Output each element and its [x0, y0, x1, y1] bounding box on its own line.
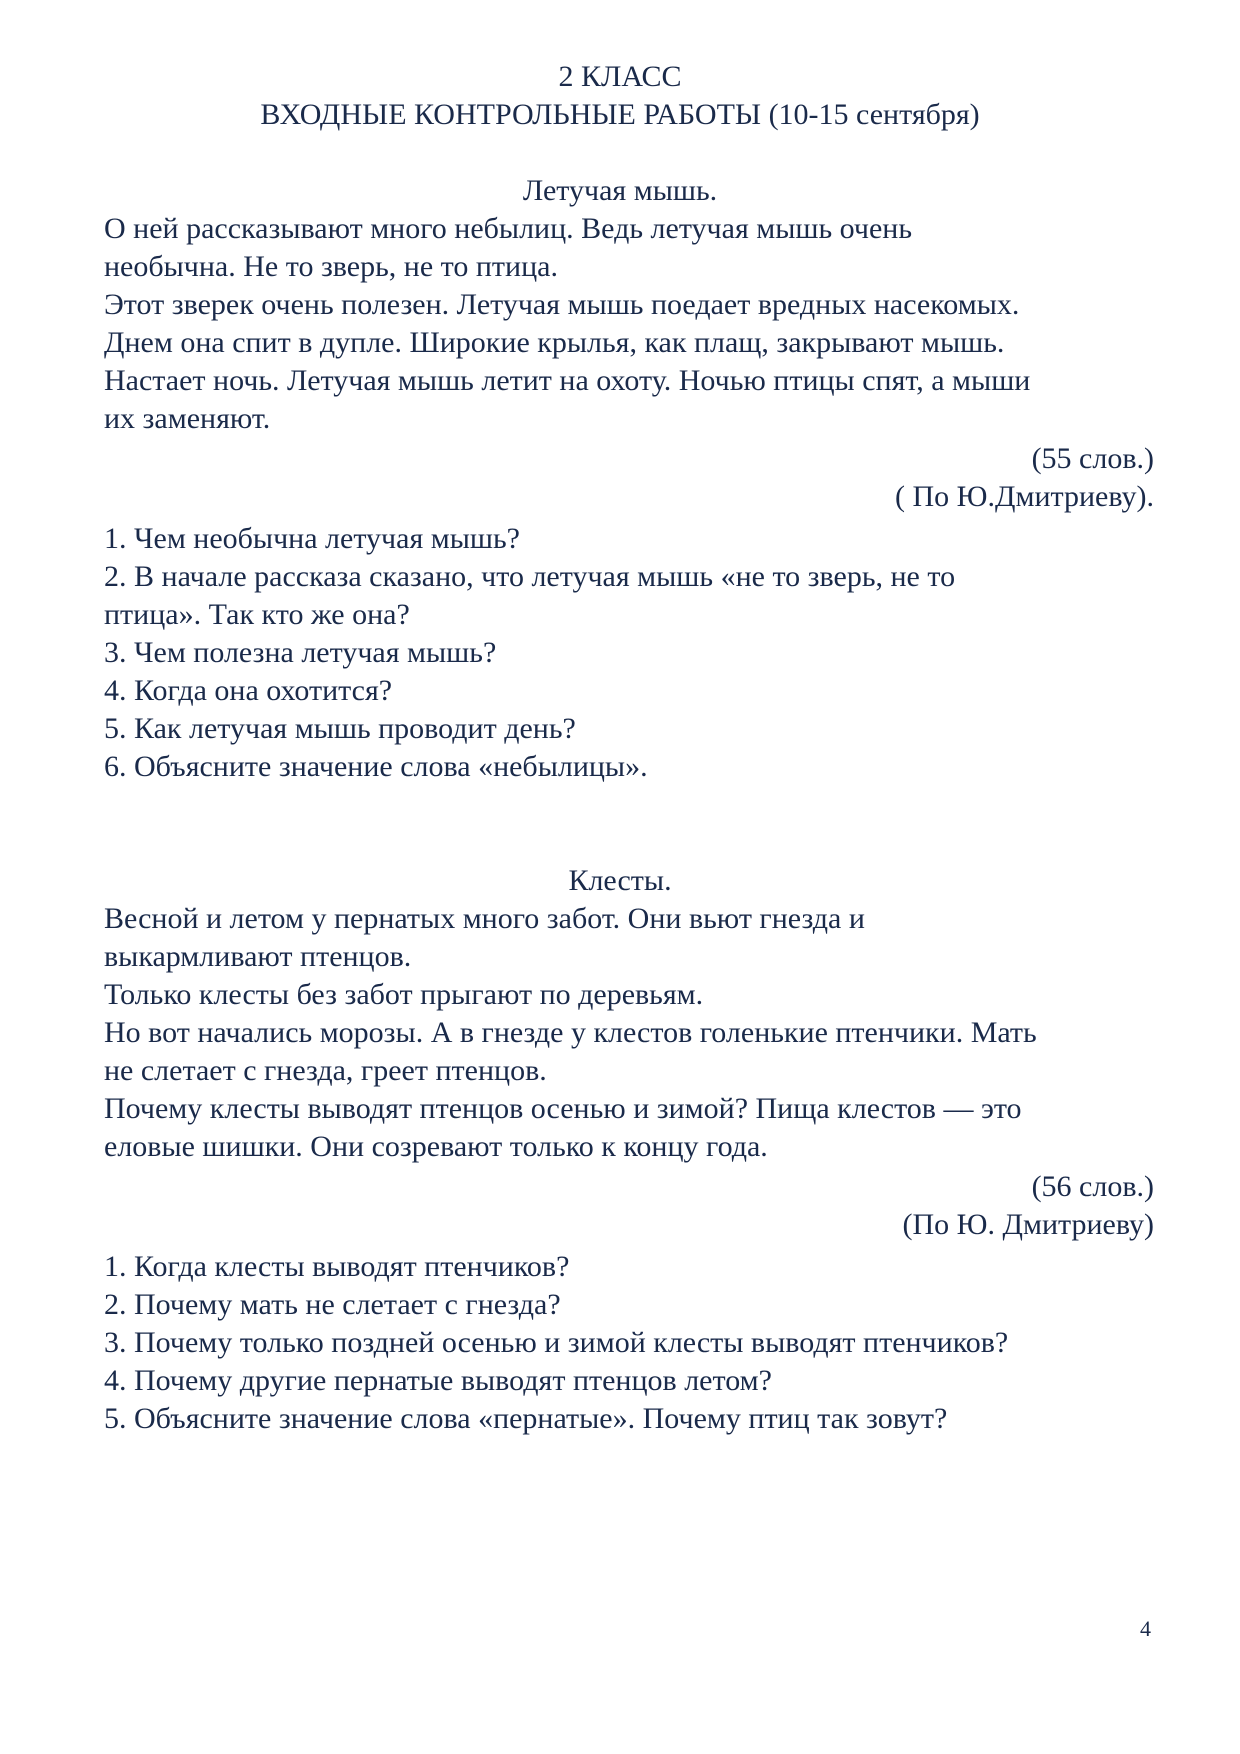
document-title: ВХОДНЫЕ КОНТРОЛЬНЫЕ РАБОТЫ (10-15 сентября)	[260, 98, 980, 131]
story-title: Клесты.	[568, 864, 672, 897]
story-line: выкармливают птенцов.	[104, 940, 412, 973]
question-item: 4. Когда она охотится?	[104, 674, 393, 707]
story-line: необычна. Не то зверь, не то птица.	[104, 250, 558, 283]
question-item: 2. Почему мать не слетает с гнезда?	[104, 1288, 561, 1321]
question-item: 3. Почему только поздней осенью и зимой клесты выводят птенчиков?	[104, 1326, 1009, 1359]
question-item: 5. Как летучая мышь проводит день?	[104, 712, 576, 745]
story-title: Летучая мышь.	[522, 174, 718, 207]
page-number: 4	[1140, 1616, 1151, 1641]
story-line: О ней рассказывают много небылиц. Ведь летучая мышь очень	[104, 212, 913, 245]
story-line: Почему клесты выводят птенцов осенью и зимой? Пища клестов — это	[104, 1092, 1022, 1125]
story-line: Но вот начались морозы. А в гнезде у клестов голенькие птенчики. Мать	[104, 1016, 1037, 1049]
question-item: 6. Объясните значение слова «небылицы».	[104, 750, 648, 783]
story-section-crossbills	[104, 862, 1154, 1438]
story-source: ( По Ю.Дмитриеву).	[895, 480, 1154, 513]
question-item: 2. В начале рассказа сказано, что летучая мышь «не то зверь, не то	[104, 560, 956, 593]
story-source: (По Ю. Дмитриеву)	[902, 1208, 1154, 1241]
story-line: Весной и летом у пернатых много забот. Они вьют гнезда и	[104, 902, 865, 935]
page-header	[0, 58, 1240, 134]
grade-heading: 2 КЛАСС	[558, 60, 682, 93]
story-line: Этот зверек очень полезен. Летучая мышь поедает вредных насекомых.	[104, 288, 1020, 321]
word-count: (55 слов.)	[1031, 442, 1154, 475]
story-line: еловые шишки. Они созревают только к концу года.	[104, 1130, 768, 1163]
story-line: не слетает с гнезда, греет птенцов.	[104, 1054, 547, 1087]
story-line: Днем она спит в дупле. Широкие крылья, как плащ, закрывают мышь.	[104, 326, 1005, 359]
question-list	[104, 520, 1154, 786]
story-line: их заменяют.	[104, 402, 271, 435]
question-list	[104, 1248, 1154, 1438]
question-item: птица». Так кто же она?	[104, 598, 410, 631]
question-item: 5. Объясните значение слова «пернатые». Почему птиц так зовут?	[104, 1402, 948, 1435]
question-item: 1. Когда клесты выводят птенчиков?	[104, 1250, 570, 1283]
question-item: 1. Чем необычна летучая мышь?	[104, 522, 520, 555]
story-line: Только клесты без забот прыгают по деревьям.	[104, 978, 704, 1011]
question-item: 3. Чем полезна летучая мышь?	[104, 636, 497, 669]
word-count: (56 слов.)	[1031, 1170, 1154, 1203]
question-item: 4. Почему другие пернатые выводят птенцов летом?	[104, 1364, 772, 1397]
story-section-bat	[104, 172, 1154, 786]
story-line: Настает ночь. Летучая мышь летит на охоту. Ночью птицы спят, а мыши	[104, 364, 1031, 397]
